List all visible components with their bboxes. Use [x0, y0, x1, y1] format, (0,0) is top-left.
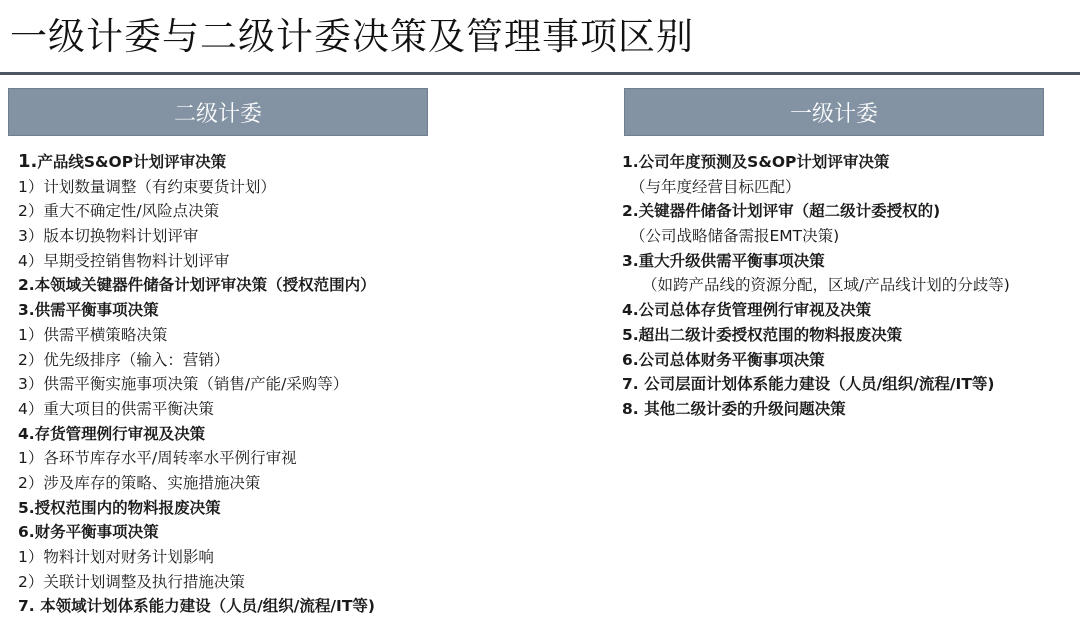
- decision-item: 2.关键器件储备计划评审（超二级计委授权的): [622, 202, 941, 221]
- sub-item: 2）重大不确定性/风险点决策: [18, 202, 220, 221]
- secondary-committee-list: [18, 150, 578, 619]
- decision-item: 7. 本领域计划体系能力建设（人员/组织/流程/IT等): [18, 597, 375, 616]
- item-note: （与年度经营目标匹配）: [630, 177, 801, 196]
- primary-committee-header: 一级计委: [624, 88, 1044, 136]
- decision-item: 7. 公司层面计划体系能力建设（人员/组织/流程/IT等): [622, 375, 995, 394]
- decision-item: 3.供需平衡事项决策: [18, 301, 159, 320]
- decision-item: 6.公司总体财务平衡事项决策: [622, 350, 825, 369]
- sub-item: 1）供需平横策略决策: [18, 325, 168, 344]
- decision-item: 4.公司总体存货管理例行审视及决策: [622, 301, 872, 320]
- primary-committee-list: [622, 150, 1080, 422]
- sub-item: 1）各环节库存水平/周转率水平例行审视: [18, 449, 297, 468]
- decision-item: 1.公司年度预测及S&OP计划评审决策: [622, 153, 890, 171]
- item-note: （公司战略储备需报EMT决策): [630, 227, 840, 246]
- page-title: 一级计委与二级计委决策及管理事项区别: [10, 15, 694, 58]
- decision-item: 6.财务平衡事项决策: [18, 523, 159, 542]
- decision-item: 2.本领域关键器件储备计划评审决策（授权范围内）: [18, 276, 376, 295]
- sub-item: 2）关联计划调整及执行措施决策: [18, 572, 245, 591]
- item-note: （如跨产品线的资源分配，区域/产品线计划的分歧等): [642, 276, 1010, 295]
- sub-item: 4）重大项目的供需平衡决策: [18, 399, 214, 418]
- decision-item: 8. 其他二级计委的升级问题决策: [622, 399, 846, 418]
- sub-item: 4）早期受控销售物料计划评审: [18, 251, 230, 270]
- sub-item: 1）计划数量调整（有约束要货计划）: [18, 177, 276, 196]
- decision-item: 3.重大升级供需平衡事项决策: [622, 251, 825, 270]
- sub-item: 1）物料计划对财务计划影响: [18, 548, 214, 566]
- sub-item: 2）涉及库存的策略、实施措施决策: [18, 473, 261, 492]
- secondary-committee-header: 二级计委: [8, 88, 428, 136]
- sub-item: 2）优先级排序（输入：营销）: [18, 350, 230, 369]
- sub-item: 3）供需平衡实施事项决策（销售/产能/采购等）: [18, 375, 349, 394]
- decision-item: 4.存货管理例行审视及决策: [18, 424, 206, 443]
- decision-item: 5.超出二级计委授权范围的物料报废决策: [622, 325, 903, 344]
- title-divider: [0, 72, 1080, 75]
- sub-item: 3）版本切换物料计划评审: [18, 227, 199, 246]
- decision-item: 1.产品线S&OP计划评审决策: [18, 151, 227, 172]
- decision-item: 5.授权范围内的物料报废决策: [18, 498, 221, 517]
